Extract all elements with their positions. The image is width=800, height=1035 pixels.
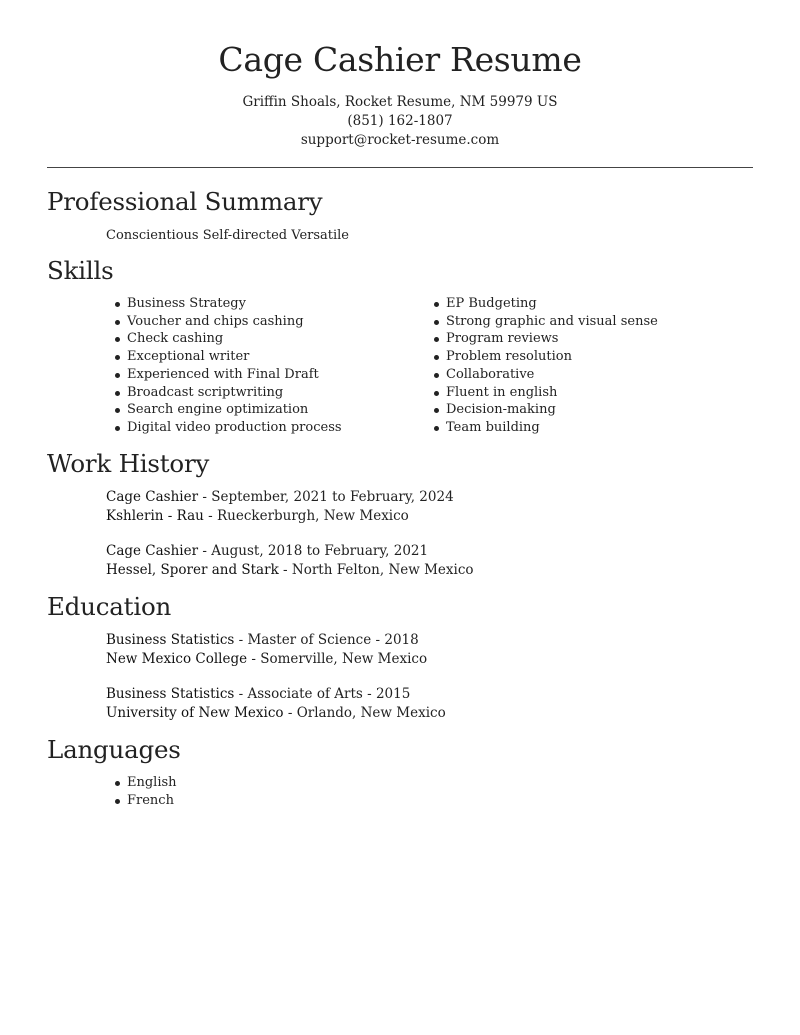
languages-list bbox=[106, 774, 177, 809]
job-company: Kshlerin - Rau bbox=[106, 508, 204, 524]
contact-phone: (851) 162-1807 bbox=[347, 113, 453, 129]
language-item: English bbox=[106, 774, 177, 792]
edu-location: - Orlando, New Mexico bbox=[283, 705, 446, 721]
skill-item: Fluent in english bbox=[425, 384, 658, 402]
job-location: - North Felton, New Mexico bbox=[278, 562, 474, 578]
education-entry bbox=[106, 631, 427, 669]
summary-heading: Professional Summary bbox=[47, 187, 323, 216]
skills-list-right bbox=[425, 295, 658, 437]
edu-school: University of New Mexico bbox=[106, 705, 284, 721]
work-entry bbox=[106, 488, 454, 526]
skill-item: Strong graphic and visual sense bbox=[425, 313, 658, 331]
skill-item: Business Strategy bbox=[106, 295, 342, 313]
edu-school: New Mexico College bbox=[106, 651, 248, 667]
skill-item: EP Budgeting bbox=[425, 295, 658, 313]
contact-email: support@rocket-resume.com bbox=[300, 132, 500, 148]
education-heading: Education bbox=[47, 592, 172, 621]
edu-field: Business Statistics bbox=[106, 632, 235, 648]
work-heading: Work History bbox=[47, 449, 210, 478]
summary-text: Conscientious Self-directed Versatile bbox=[106, 228, 350, 243]
education-entry bbox=[106, 685, 446, 723]
edu-field: Business Statistics bbox=[106, 686, 235, 702]
job-title: Cage Cashier bbox=[106, 489, 199, 505]
edu-degree: - Associate of Arts - 2015 bbox=[234, 686, 411, 702]
skill-item: Team building bbox=[425, 419, 658, 437]
header-divider bbox=[47, 167, 753, 168]
job-title: Cage Cashier bbox=[106, 543, 199, 559]
skill-item: Experienced with Final Draft bbox=[106, 366, 342, 384]
languages-heading: Languages bbox=[47, 735, 181, 764]
language-item: French bbox=[106, 792, 177, 810]
job-company: Hessel, Sporer and Stark bbox=[106, 562, 279, 578]
skill-item: Search engine optimization bbox=[106, 401, 342, 419]
skills-heading: Skills bbox=[47, 256, 114, 285]
skill-item: Program reviews bbox=[425, 330, 658, 348]
work-entry bbox=[106, 542, 474, 580]
skill-item: Collaborative bbox=[425, 366, 658, 384]
skill-item: Digital video production process bbox=[106, 419, 342, 437]
resume-title: Cage Cashier Resume bbox=[218, 40, 582, 79]
job-dates: - August, 2018 to February, 2021 bbox=[198, 543, 429, 559]
skill-item: Decision-making bbox=[425, 401, 658, 419]
skills-list-left bbox=[106, 295, 342, 437]
edu-location: - Somerville, New Mexico bbox=[247, 651, 428, 667]
job-location: - Rueckerburgh, New Mexico bbox=[203, 508, 409, 524]
job-dates: - September, 2021 to February, 2024 bbox=[198, 489, 454, 505]
skill-item: Check cashing bbox=[106, 330, 342, 348]
contact-address: Griffin Shoals, Rocket Resume, NM 59979 US bbox=[242, 94, 558, 110]
skill-item: Exceptional writer bbox=[106, 348, 342, 366]
edu-degree: - Master of Science - 2018 bbox=[234, 632, 419, 648]
skill-item: Broadcast scriptwriting bbox=[106, 384, 342, 402]
skill-item: Problem resolution bbox=[425, 348, 658, 366]
skill-item: Voucher and chips cashing bbox=[106, 313, 342, 331]
